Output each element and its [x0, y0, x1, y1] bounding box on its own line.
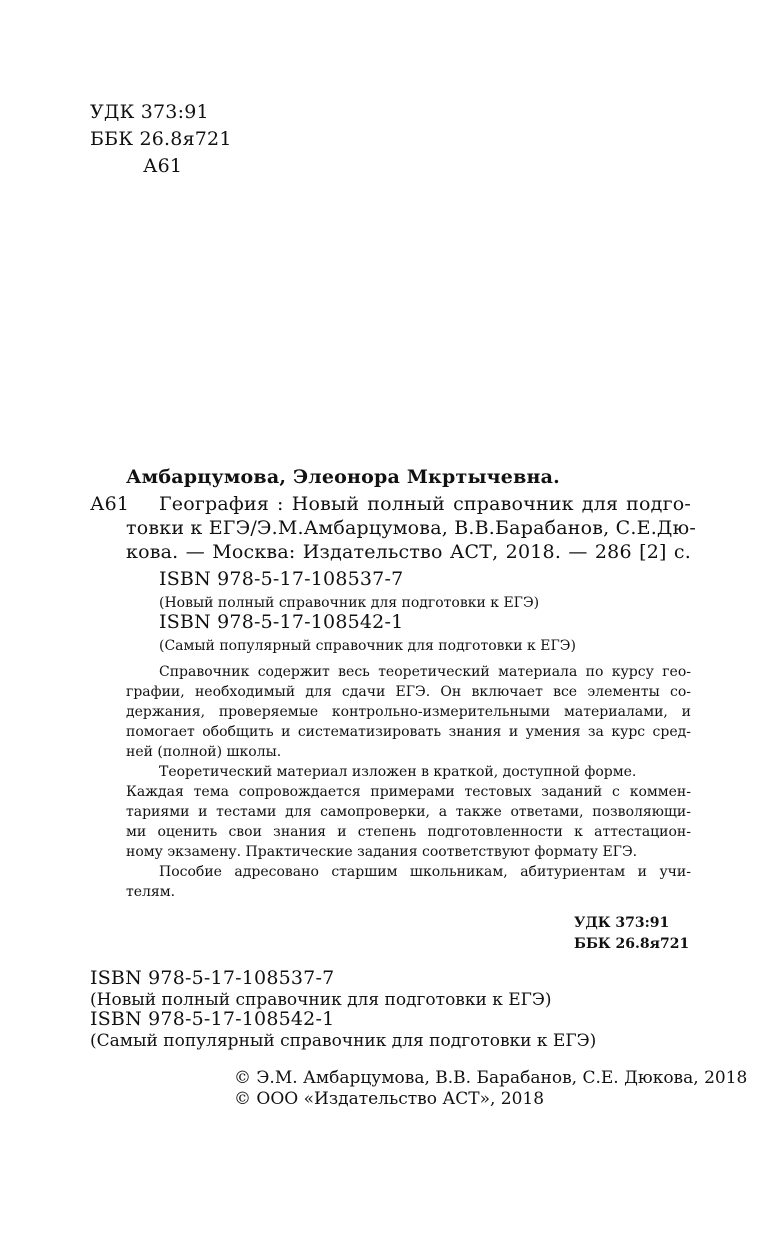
- annotation-line: ному экзамену. Практические задания соответствуют формату ЕГЭ.: [126, 844, 638, 860]
- catalog-isbn-1-note: (Новый полный справочник для подготовки к ЕГЭ): [159, 595, 540, 611]
- catalog-title-line: кова. — Москва: Издательство АСТ, 2018. — 286 [2] с.: [126, 541, 691, 563]
- annotation-line: Теоретический материал изложен в краткой, доступной форме.: [159, 764, 637, 780]
- annotation-line: помогает обобщить и систематизировать знания и умения за курс сред-: [126, 724, 691, 740]
- footer-isbn-1: ISBN 978-5-17-108537-7: [90, 967, 335, 989]
- annotation-line: Пособие адресовано старшим школьникам, абитуриентам и учи-: [159, 864, 691, 880]
- annotation-line: тариями и тестами для самопроверки, а также ответами, позволяющи-: [126, 804, 691, 820]
- catalog-isbn-2: ISBN 978-5-17-108542-1: [159, 611, 404, 633]
- annotation-line: ми оценить свои знания и степень подготовленности к аттестацион-: [126, 824, 691, 840]
- catalog-title-line: товки к ЕГЭ/Э.М.Амбарцумова, В.В.Барабанов, С.Е.Дю-: [126, 517, 696, 539]
- copyright-authors: © Э.М. Амбарцумова, В.В. Барабанов, С.Е. Дюкова, 2018: [234, 1068, 748, 1088]
- copyright-publisher: © ООО «Издательство АСТ», 2018: [234, 1089, 545, 1109]
- annotation-line: телям.: [126, 884, 176, 900]
- annotation-line: графии, необходимый для сдачи ЕГЭ. Он включает все элементы со-: [126, 684, 691, 700]
- annotation-line: держания, проверяемые контрольно-измерительными материалами, и: [126, 704, 691, 720]
- catalog-udk: УДК 373:91: [574, 915, 670, 931]
- catalog-isbn-2-note: (Самый популярный справочник для подготовки к ЕГЭ): [159, 638, 576, 654]
- header-code: А61: [143, 155, 183, 177]
- annotation-line: ней (полной) школы.: [126, 744, 282, 760]
- catalog-author: Амбарцумова, Элеонора Мкртычевна.: [126, 466, 560, 488]
- catalog-code: А61: [90, 493, 130, 515]
- header-bbk: ББК 26.8я721: [90, 128, 232, 150]
- header-udk: УДК 373:91: [90, 101, 209, 123]
- catalog-bbk: ББК 26.8я721: [574, 936, 690, 952]
- footer-isbn-1-note: (Новый полный справочник для подготовки к ЕГЭ): [90, 990, 552, 1010]
- footer-isbn-2: ISBN 978-5-17-108542-1: [90, 1008, 335, 1030]
- annotation-line: Справочник содержит весь теоретический материала по курсу гео-: [159, 664, 691, 680]
- catalog-title-line: География : Новый полный справочник для подго-: [159, 493, 691, 515]
- footer-isbn-2-note: (Самый популярный справочник для подготовки к ЕГЭ): [90, 1031, 597, 1051]
- annotation-line: Каждая тема сопровождается примерами тестовых заданий с коммен-: [126, 784, 691, 800]
- catalog-isbn-1: ISBN 978-5-17-108537-7: [159, 568, 404, 590]
